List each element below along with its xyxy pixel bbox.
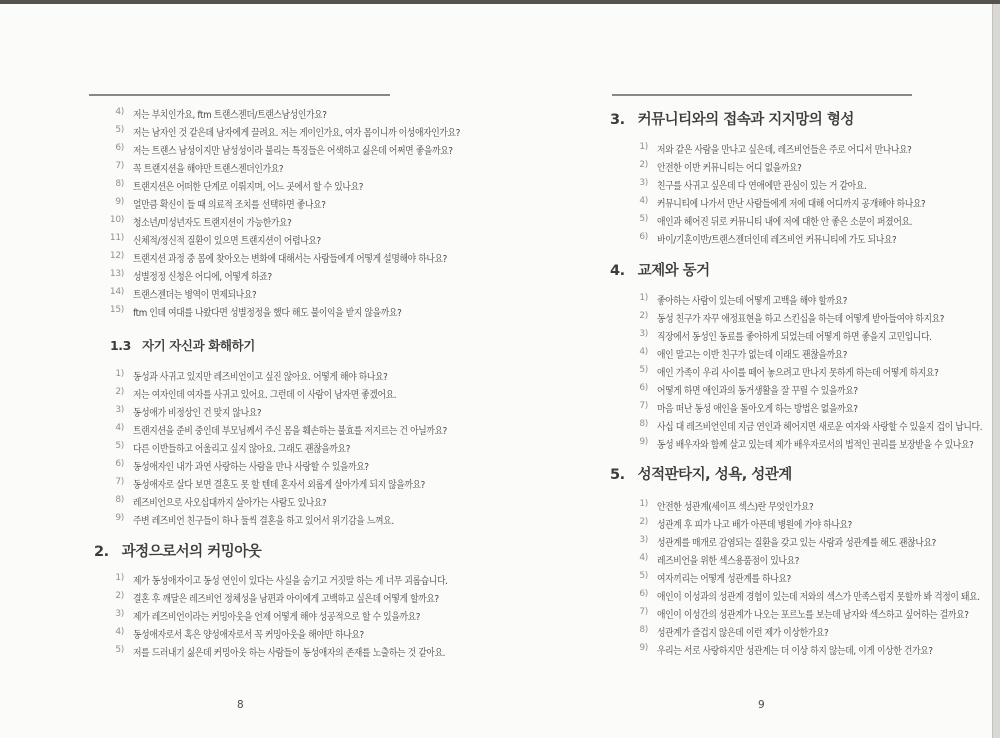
item-number: 2): [639, 311, 648, 321]
item-number: 11): [109, 233, 124, 243]
item-number: 12): [109, 251, 124, 261]
question-item: [610, 158, 962, 176]
item-text: 좋아하는 사람이 있는데 어떻게 고백을 해야 할까요?: [657, 296, 848, 307]
item-text: 애인 말고는 이반 친구가 없는데 이래도 괜찮을까요?: [657, 350, 848, 361]
question-item: [610, 230, 962, 248]
item-number: 8): [639, 419, 648, 429]
question-item: [610, 309, 1000, 327]
item-text: 레즈비언을 위한 섹스용품점이 있나요?: [657, 556, 800, 567]
item-number: 6): [639, 383, 648, 393]
item-text: 저와 같은 사람을 만나고 싶은데, 레즈비언들은 주로 어디서 만나나요?: [657, 145, 912, 156]
question-item: [610, 515, 1000, 533]
question-item: [610, 140, 962, 158]
question-item: [86, 177, 505, 195]
question-item: [610, 417, 1000, 435]
item-text: 동성 배우자와 함께 살고 있는데 제가 배우자로서의 법적인 권리를 보장받을 수 있나요?: [657, 440, 974, 451]
question-item: [86, 267, 505, 285]
item-number: 3): [639, 178, 648, 188]
question-item: [86, 141, 505, 159]
item-text: 사십 대 레즈비언인데 지금 연인과 헤어지면 새로운 여자와 사랑할 수 있을지 겁이 납니다.: [657, 422, 983, 433]
question-item: [86, 457, 490, 475]
item-number: 8): [639, 625, 648, 635]
question-item: [86, 105, 505, 123]
question-item: [86, 607, 490, 625]
item-text: 트랜지션 과정 중 몸에 찾아오는 변화에 대해서는 사람들에게 어떻게 설명해야 하나요?: [133, 254, 447, 265]
page-number-left: 8: [237, 699, 244, 711]
item-number: 4): [639, 347, 648, 357]
item-text: 동성 친구가 자꾸 애정표현을 하고 스킨십을 하는데 어떻게 받아들여야 하지요?: [657, 314, 945, 325]
item-number: 9): [639, 437, 648, 447]
question-item: [86, 385, 490, 403]
item-text: 동성애자로서 혹은 양성애자로서 꼭 커밍아웃을 해야만 하나요?: [133, 630, 364, 641]
right-header-rule: [612, 94, 912, 96]
item-number: 9): [115, 513, 124, 523]
item-text: 안전한 성관계(세이프 섹스)란 무엇인가요?: [657, 502, 814, 513]
item-number: 4): [639, 196, 648, 206]
item-number: 5): [639, 571, 648, 581]
question-item: [610, 587, 1000, 605]
question-item: [86, 213, 505, 231]
item-text: 성관계가 즐겁지 않은데 이런 제가 이상한가요?: [657, 628, 829, 639]
item-text: 애인이 이성간의 성관계가 나오는 포르노를 보는데 남자와 섹스하고 싶어하는 걸까요?: [657, 610, 969, 621]
question-item: [610, 569, 1000, 587]
section-title: 과정으로서의 커밍아웃: [121, 544, 262, 560]
question-item: [86, 571, 490, 589]
item-text: 저를 드러내기 싫은데 커밍아웃 하는 사람들이 동성애자의 존재를 노출하는 것 같아요.: [133, 648, 446, 659]
section-4-items: [610, 291, 1000, 453]
question-item: [86, 249, 505, 267]
item-text: 성관계 후 피가 나고 배가 아픈데 병원에 가야 하나요?: [657, 520, 853, 531]
item-number: 6): [639, 232, 648, 242]
question-item: [610, 641, 1000, 659]
item-text: 바이/기혼이반/트랜스젠더인데 레즈비언 커뮤니티에 가도 되나요?: [657, 235, 897, 246]
item-text: 친구를 사귀고 싶은데 다 연애에만 관심이 있는 거 같아요.: [657, 181, 867, 192]
item-number: 5): [115, 125, 124, 135]
item-number: 7): [115, 161, 124, 171]
question-item: [610, 497, 1000, 515]
question-item: [86, 367, 490, 385]
item-number: 1): [639, 142, 648, 152]
item-number: 7): [115, 477, 124, 487]
item-number: 3): [639, 535, 648, 545]
question-item: [86, 195, 505, 213]
item-number: 2): [115, 387, 124, 397]
item-text: 얼만큼 확신이 들 때 의료적 조치를 선택하면 좋나요?: [133, 200, 326, 211]
item-text: 동성애가 비정상인 건 맞지 않나요?: [133, 408, 262, 419]
item-number: 8): [115, 179, 124, 189]
item-number: 1): [115, 573, 124, 583]
item-number: 1): [639, 293, 648, 303]
item-text: 애인 가족이 우리 사이를 떼어 놓으려고 만나지 못하게 하는데 어떻게 하지요?: [657, 368, 939, 379]
item-number: 6): [115, 143, 124, 153]
item-text: 동성애자인 내가 과연 사랑하는 사람을 만나 사랑할 수 있을까요?: [133, 462, 369, 473]
section-1-2-continued-items: [86, 105, 505, 321]
section-1-3-heading: [110, 336, 255, 354]
item-number: 3): [115, 609, 124, 619]
question-item: [610, 291, 1000, 309]
question-item: [610, 551, 1000, 569]
item-text: 제가 동성애자이고 동성 연인이 있다는 사실을 숨기고 거짓말 하는 게 너무 괴롭습니다.: [133, 576, 448, 587]
section-2-items: [86, 571, 490, 661]
item-text: 레즈비언으로 사오십대까지 살아가는 사람도 있나요?: [133, 498, 327, 509]
item-number: 4): [639, 553, 648, 563]
left-header-rule: [89, 94, 390, 96]
item-number: 5): [115, 645, 124, 655]
item-text: 성별정정 신청은 어디에, 어떻게 하죠?: [133, 272, 272, 283]
question-item: [610, 345, 1000, 363]
page-number-right: 9: [758, 699, 765, 711]
section-number: 1.3: [110, 338, 131, 353]
section-1-3-items: [86, 367, 490, 529]
section-number: 4.: [610, 263, 625, 279]
question-item: [86, 231, 505, 249]
item-text: 꼭 트랜지션을 해야만 트랜스젠더인가요?: [133, 164, 284, 175]
item-text: 주변 레즈비언 친구들이 하나 둘씩 결혼을 하고 있어서 위기감을 느껴요.: [133, 516, 394, 527]
item-number: 2): [639, 517, 648, 527]
section-5-items: [610, 497, 1000, 659]
item-number: 1): [115, 369, 124, 379]
section-3-heading: [610, 108, 854, 129]
question-item: [86, 475, 490, 493]
question-item: [86, 625, 490, 643]
item-number: 7): [639, 401, 648, 411]
item-text: 트랜지션을 준비 중인데 부모님께서 주신 몸을 훼손하는 불효를 저지르는 건 아닐까요?: [133, 426, 447, 437]
question-item: [610, 176, 962, 194]
item-number: 8): [115, 495, 124, 505]
item-text: 애인과 헤어진 뒤로 커뮤니티 내에 저에 대한 안 좋은 소문이 퍼졌어요.: [657, 217, 913, 228]
item-number: 4): [115, 627, 124, 637]
question-item: [86, 303, 505, 321]
question-item: [610, 605, 1000, 623]
item-text: 마음 떠난 동성 애인을 돌아오게 하는 방법은 없을까요?: [657, 404, 858, 415]
item-number: 5): [115, 441, 124, 451]
question-item: [610, 533, 1000, 551]
question-item: [86, 511, 490, 529]
item-number: 5): [639, 365, 648, 375]
item-text: 동성과 사귀고 있지만 레즈비언이고 싶진 않아요. 어떻게 해야 하나요?: [133, 372, 388, 383]
section-title: 커뮤니티와의 접속과 지지망의 형성: [637, 112, 854, 128]
question-item: [86, 589, 490, 607]
item-text: 직장에서 동성인 동료를 좋아하게 되었는데 어떻게 하면 좋을지 고민입니다.: [657, 332, 932, 343]
item-text: 트랜지션은 어떠한 단계로 이뤄지며, 어느 곳에서 할 수 있나요?: [133, 182, 364, 193]
section-5-heading: [610, 463, 792, 484]
item-number: 9): [115, 197, 124, 207]
section-number: 3.: [610, 112, 625, 128]
item-text: 저는 부치인가요, ftm 트랜스젠더/트랜스남성인가요?: [133, 110, 327, 121]
item-text: 애인이 이성과의 성관계 경험이 있는데 저와의 섹스가 만족스럽지 못할까 봐 걱정이 돼요.: [657, 592, 980, 603]
question-item: [610, 399, 1000, 417]
item-number: 3): [115, 405, 124, 415]
item-text: 신체적/정신적 질환이 있으면 트랜지션이 어렵나요?: [133, 236, 321, 247]
question-item: [86, 421, 490, 439]
page-right: [500, 0, 1000, 738]
question-item: [86, 493, 490, 511]
item-text: 우리는 서로 사랑하지만 성관계는 더 이상 하지 않는데, 이게 이상한 건가요?: [657, 646, 933, 657]
item-number: 4): [115, 107, 124, 117]
item-text: 저는 트랜스 남성이지만 남성성이라 불리는 특징들은 어색하고 싫은데 어쩌면 좋을까요?: [133, 146, 453, 157]
item-text: 트랜스젠더는 병역이 면제되나요?: [133, 290, 257, 301]
item-number: 1): [639, 499, 648, 509]
question-item: [86, 439, 490, 457]
question-item: [610, 363, 1000, 381]
question-item: [86, 643, 490, 661]
question-item: [610, 194, 962, 212]
section-title: 성적판타지, 성욕, 성관계: [637, 467, 792, 483]
question-item: [610, 327, 1000, 345]
item-text: ftm 인데 여대를 나왔다면 성별정정을 했다 해도 불이익을 받지 않을까요?: [133, 308, 402, 319]
item-text: 여자끼리는 어떻게 성관계를 하나요?: [657, 574, 791, 585]
item-text: 커뮤니티에 나가서 만난 사람들에게 저에 대해 어디까지 공개해야 하나요?: [657, 199, 926, 210]
item-number: 3): [639, 329, 648, 339]
section-2-heading: [94, 540, 261, 561]
item-text: 제가 레즈비언이라는 커밍아웃을 언제 어떻게 해야 성공적으로 할 수 있을까요?: [133, 612, 421, 623]
item-text: 저는 남자인 것 같은데 남자에게 끌려요. 저는 게이인가요, 여자 몸이니까 이성애자인가요?: [133, 128, 461, 139]
item-number: 4): [115, 423, 124, 433]
item-number: 9): [639, 643, 648, 653]
section-number: 2.: [94, 544, 109, 560]
question-item: [86, 285, 505, 303]
item-number: 10): [109, 215, 124, 225]
question-item: [610, 212, 962, 230]
item-text: 저는 여자인데 여자를 사귀고 있어요. 그런데 이 사람이 남자면 좋겠어요.: [133, 390, 397, 401]
question-item: [86, 159, 505, 177]
item-text: 결혼 후 깨달은 레즈비언 정체성을 남편과 아이에게 고백하고 싶은데 어떻게 할까요?: [133, 594, 439, 605]
item-text: 동성애자로 살다 보면 결혼도 못 할 텐데 혼자서 외롭게 살아가게 되지 않을까요?: [133, 480, 425, 491]
question-item: [610, 435, 1000, 453]
item-number: 5): [639, 214, 648, 224]
item-text: 다른 이반들하고 어울리고 싶지 않아요. 그래도 괜찮을까요?: [133, 444, 351, 455]
item-number: 14): [109, 287, 124, 297]
item-number: 15): [109, 305, 124, 315]
item-number: 7): [639, 607, 648, 617]
section-3-items: [610, 140, 962, 248]
item-text: 안전한 이반 커뮤니티는 어디 없을까요?: [657, 163, 802, 174]
item-text: 청소년/미성년자도 트랜지션이 가능한가요?: [133, 218, 292, 229]
section-4-heading: [610, 259, 710, 280]
question-item: [610, 623, 1000, 641]
item-text: 어떻게 하면 애인과의 동거생활을 잘 꾸릴 수 있을까요?: [657, 386, 858, 397]
section-title: 자기 자신과 화해하기: [141, 338, 255, 353]
item-number: 2): [639, 160, 648, 170]
item-number: 13): [109, 269, 124, 279]
question-item: [86, 403, 490, 421]
section-title: 교제와 동거: [637, 263, 710, 279]
question-item: [610, 381, 1000, 399]
item-number: 6): [115, 459, 124, 469]
item-number: 6): [639, 589, 648, 599]
item-number: 2): [115, 591, 124, 601]
question-item: [86, 123, 505, 141]
item-text: 성관계를 매개로 감염되는 질환을 갖고 있는 사람과 성관계를 해도 괜찮나요?: [657, 538, 936, 549]
section-number: 5.: [610, 467, 625, 483]
